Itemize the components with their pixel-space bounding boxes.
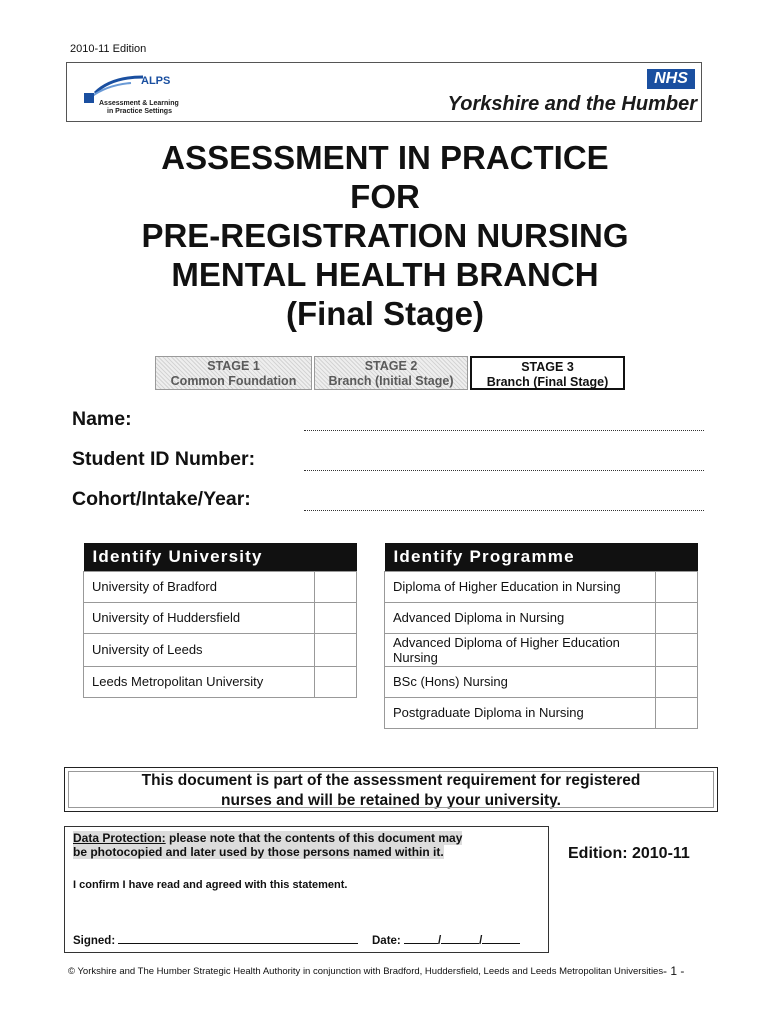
university-row xyxy=(84,602,357,633)
programme-name: Advanced Diploma in Nursing xyxy=(385,602,656,633)
data-protection-heading: Data Protection: xyxy=(73,831,166,845)
date-separator: / xyxy=(437,935,442,947)
alps-subtitle-2: in Practice Settings xyxy=(107,108,172,115)
university-checkbox[interactable] xyxy=(315,633,357,666)
stage-2-label: STAGE 2 xyxy=(364,359,418,373)
data-protection-text xyxy=(73,831,540,845)
programme-name: BSc (Hons) Nursing xyxy=(385,666,656,697)
notice-inner-border xyxy=(68,771,714,808)
programme-checkbox[interactable] xyxy=(656,633,698,666)
edition-label-side: Edition: 2010-11 xyxy=(568,845,690,862)
name-label: Name: xyxy=(72,408,132,430)
data-protection-text-2: be photocopied and later used by those persons named within it. xyxy=(73,845,444,859)
retention-notice xyxy=(64,767,718,812)
data-protection-box xyxy=(64,826,549,953)
university-checkbox[interactable] xyxy=(315,602,357,633)
stage-3-box xyxy=(470,356,625,390)
university-name: University of Huddersfield xyxy=(84,602,315,633)
notice-line-2: nurses and will be retained by your university. xyxy=(221,792,561,809)
document-title xyxy=(0,138,770,333)
title-line-1: ASSESSMENT IN PRACTICE xyxy=(161,139,609,176)
date-month-line[interactable] xyxy=(441,934,479,944)
nhs-logo: NHS xyxy=(647,69,695,89)
university-row xyxy=(84,666,357,697)
student-id-label: Student ID Number: xyxy=(72,448,256,470)
university-name: University of Leeds xyxy=(84,633,315,666)
university-name: University of Bradford xyxy=(84,571,315,602)
stage-3-label: STAGE 3 xyxy=(521,360,574,374)
signature-line[interactable] xyxy=(118,934,358,944)
stage-2-box xyxy=(314,356,468,390)
footer-copyright: © Yorkshire and The Humber Strategic Health Authority in conjunction with Bradford, Huddersfield, Leeds and Leeds Metropolitan Universities xyxy=(68,966,664,977)
programme-name: Advanced Diploma of Higher Education Nursing xyxy=(385,633,656,666)
date-label: Date: xyxy=(372,935,401,947)
university-checkbox[interactable] xyxy=(315,666,357,697)
date-year-line[interactable] xyxy=(482,934,520,944)
alps-subtitle-1: Assessment & Learning xyxy=(99,100,179,107)
header-banner xyxy=(66,62,702,122)
university-name: Leeds Metropolitan University xyxy=(84,666,315,697)
stage-1-sub: Common Foundation xyxy=(170,374,297,388)
title-line-5: (Final Stage) xyxy=(285,295,485,332)
data-protection-text-1: please note that the contents of this document may xyxy=(165,831,463,845)
alps-name: ALPS xyxy=(141,75,171,87)
programme-row xyxy=(385,666,698,697)
programme-heading: Identify Programme xyxy=(385,543,698,571)
region-name: Yorkshire and the Humber xyxy=(447,93,697,115)
title-line-4: MENTAL HEALTH BRANCH xyxy=(171,256,599,293)
notice-line-1: This document is part of the assessment requirement for registered xyxy=(141,772,641,789)
programme-checkbox[interactable] xyxy=(656,571,698,602)
signed-field xyxy=(73,934,358,947)
stage-2-sub: Branch (Initial Stage) xyxy=(328,374,454,388)
cohort-input-line[interactable] xyxy=(304,510,704,511)
title-line-3: PRE-REGISTRATION NURSING xyxy=(141,217,629,254)
programme-row xyxy=(385,571,698,602)
name-input-line[interactable] xyxy=(304,430,704,431)
programme-checkbox[interactable] xyxy=(656,666,698,697)
university-checkbox[interactable] xyxy=(315,571,357,602)
programme-name: Diploma of Higher Education in Nursing xyxy=(385,571,656,602)
programme-name: Postgraduate Diploma in Nursing xyxy=(385,697,656,728)
programme-row xyxy=(385,602,698,633)
university-table xyxy=(83,543,357,698)
university-row xyxy=(84,633,357,666)
stage-3-sub: Branch (Final Stage) xyxy=(486,375,609,389)
university-row xyxy=(84,571,357,602)
programme-checkbox[interactable] xyxy=(656,602,698,633)
edition-label-top: 2010-11 Edition xyxy=(70,43,147,55)
student-id-input-line[interactable] xyxy=(304,470,704,471)
programme-checkbox[interactable] xyxy=(656,697,698,728)
title-line-2: FOR xyxy=(350,178,420,215)
date-day-line[interactable] xyxy=(404,934,438,944)
alps-logo xyxy=(81,71,191,117)
stage-1-label: STAGE 1 xyxy=(207,359,260,373)
confirm-statement: I confirm I have read and agreed with this statement. xyxy=(73,879,348,891)
cohort-label: Cohort/Intake/Year: xyxy=(72,488,251,510)
data-protection-line-2 xyxy=(73,845,540,859)
stage-1-box xyxy=(155,356,312,390)
page-number: - 1 - xyxy=(663,964,685,978)
date-separator: / xyxy=(479,935,483,947)
signed-label: Signed: xyxy=(73,935,116,947)
programme-row xyxy=(385,633,698,666)
date-field xyxy=(372,934,520,947)
programme-table xyxy=(384,543,698,729)
university-heading: Identify University xyxy=(84,543,357,571)
programme-row xyxy=(385,697,698,728)
